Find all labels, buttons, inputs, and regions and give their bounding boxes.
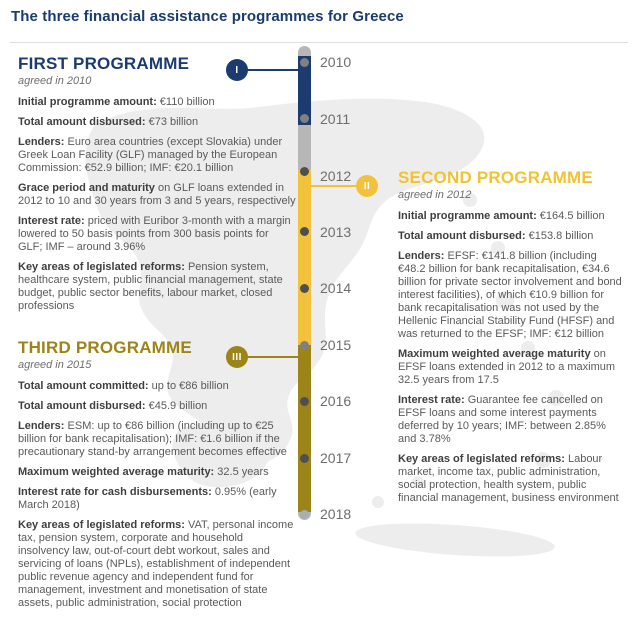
marker-one-label: I (235, 64, 239, 76)
info-row (398, 394, 626, 446)
timeline-segment-second (298, 170, 311, 345)
second-programme-subheading: agreed in 2012 (398, 189, 472, 201)
year-label-2012: 2012 (320, 168, 352, 184)
first-programme-heading: FIRST PROGRAMME (18, 54, 190, 73)
year-label-2011: 2011 (320, 111, 351, 127)
info-row (18, 96, 296, 109)
info-row (398, 453, 626, 505)
info-text: €153.8 billion (525, 230, 594, 242)
third-programme-heading: THIRD PROGRAMME (18, 338, 192, 357)
info-label: Interest rate: (18, 215, 85, 227)
info-row (18, 519, 296, 610)
info-text: ESM: up to €86 billion (including up to €25 billion for bank recapitalisation); IMF: €1.6 billion if the precautionary stand-by arrangement becomes effective (18, 420, 287, 458)
info-label: Interest rate: (398, 394, 465, 406)
info-row (18, 400, 296, 413)
info-text: €45.9 billion (145, 400, 208, 412)
timeline-dot-2011 (300, 114, 309, 123)
timeline-dot-2012 (300, 167, 309, 176)
third-programme-subheading: agreed in 2015 (18, 359, 92, 371)
info-label: Maximum weighted average maturity (398, 348, 591, 360)
info-row (18, 486, 296, 512)
info-text: up to €86 billion (148, 380, 229, 392)
info-row (18, 420, 296, 459)
info-label: Total amount disbursed: (398, 230, 526, 242)
year-label-2010: 2010 (320, 54, 352, 70)
info-label: Initial programme amount: (18, 96, 157, 108)
first-programme-section (18, 54, 296, 320)
info-label: Initial programme amount: (398, 210, 537, 222)
info-text: priced with Euribor 3-month with a margin lowered to 50 basis points from 300 basis points for GLF; IMF – around 3.96% (18, 215, 291, 253)
timeline-segment-third (298, 345, 311, 512)
info-text: on GLF loans extended in 2012 to 10 and 30 years from 3 and 5 years, respectively (18, 182, 296, 207)
info-text: 32.5 years (214, 466, 269, 478)
first-programme-subheading: agreed in 2010 (18, 75, 92, 87)
info-text: Euro area countries (except Slovakia) under Greek Loan Facility (GLF) managed by the European Commission: €52.9 billion; IMF: €20.1 billion (18, 136, 283, 174)
info-label: Lenders: (398, 250, 445, 262)
marker-three-label: III (232, 351, 242, 363)
info-text: 0.95% (early March 2018) (18, 486, 277, 511)
info-row (18, 215, 296, 254)
info-row (18, 136, 296, 175)
info-label: Lenders: (18, 420, 65, 432)
info-row (18, 261, 296, 313)
timeline-dot-2018 (300, 510, 309, 519)
info-label: Grace period and maturity (18, 182, 155, 194)
year-label-2013: 2013 (320, 224, 352, 240)
info-text: Labour market, income tax, public administration, social protection, health system, public financial management, business environment (398, 453, 619, 504)
info-row (18, 116, 296, 129)
connector-line-second (310, 185, 357, 187)
page-title: The three financial assistance programmes for Greece (11, 8, 404, 25)
title-divider (10, 42, 628, 43)
marker-numeral-two (356, 175, 378, 197)
info-row (18, 466, 296, 479)
year-label-2016: 2016 (320, 393, 352, 409)
info-text: on EFSF loans extended in 2012 to a maximum 32.5 years from 17.5 (398, 348, 616, 386)
timeline-dot-2015 (300, 341, 309, 350)
info-text: €73 billion (145, 116, 199, 128)
info-row (18, 182, 296, 208)
info-row (398, 210, 626, 223)
info-label: Total amount committed: (18, 380, 149, 392)
timeline-dot-2014 (300, 284, 309, 293)
info-text: €164.5 billion (536, 210, 605, 222)
info-row (18, 380, 296, 393)
info-label: Lenders: (18, 136, 65, 148)
info-label: Interest rate for cash disbursements: (18, 486, 212, 498)
info-text: Guarantee fee cancelled on EFSF loans and some interest payments deferred by 10 years; IMF: between 2.85% and 3.78% (398, 394, 606, 445)
year-label-2015: 2015 (320, 337, 352, 353)
info-text: VAT, personal income tax, pension system, corporate and household insolvency law, out-of-court debt workout, sales and servicing of loans (NPLs), establishment of independent public revenue agency and independent fund for management, investment and monetisation of state assets, public administration, social protection (18, 519, 294, 609)
marker-two-label: II (363, 180, 371, 192)
info-label: Key areas of legislated reforms: (398, 453, 565, 465)
info-label: Total amount disbursed: (18, 116, 146, 128)
third-programme-section (18, 338, 296, 617)
info-text: Pension system, healthcare system, public financial management, state budget, public sector benefits, labour market, closed professions (18, 261, 283, 312)
info-label: Key areas of legislated reforms: (18, 519, 185, 531)
second-programme-section (398, 168, 626, 512)
info-text: EFSF: €141.8 billion (including €48.2 billion for bank recapitalisation, €34.6 billion for private sector involvement and bond interest facilities), of which €10.9 billion for bank recapitalisation was not used by the Hellenic Financial Stability Fund (HFSF) and was returned to the EFSF; IMF: €12 billion (398, 250, 622, 340)
timeline-dot-2017 (300, 454, 309, 463)
info-label: Total amount disbursed: (18, 400, 146, 412)
timeline-dot-2016 (300, 397, 309, 406)
year-label-2017: 2017 (320, 450, 352, 466)
year-label-2014: 2014 (320, 280, 352, 296)
info-row (398, 230, 626, 243)
timeline-dot-2013 (300, 227, 309, 236)
info-row (398, 348, 626, 387)
year-label-2018: 2018 (320, 506, 352, 522)
second-programme-heading: SECOND PROGRAMME (398, 168, 593, 187)
timeline-dot-2010 (300, 58, 309, 67)
info-text: €110 billion (156, 96, 215, 108)
info-label: Maximum weighted average maturity: (18, 466, 215, 478)
info-row (398, 250, 626, 341)
info-label: Key areas of legislated reforms: (18, 261, 185, 273)
